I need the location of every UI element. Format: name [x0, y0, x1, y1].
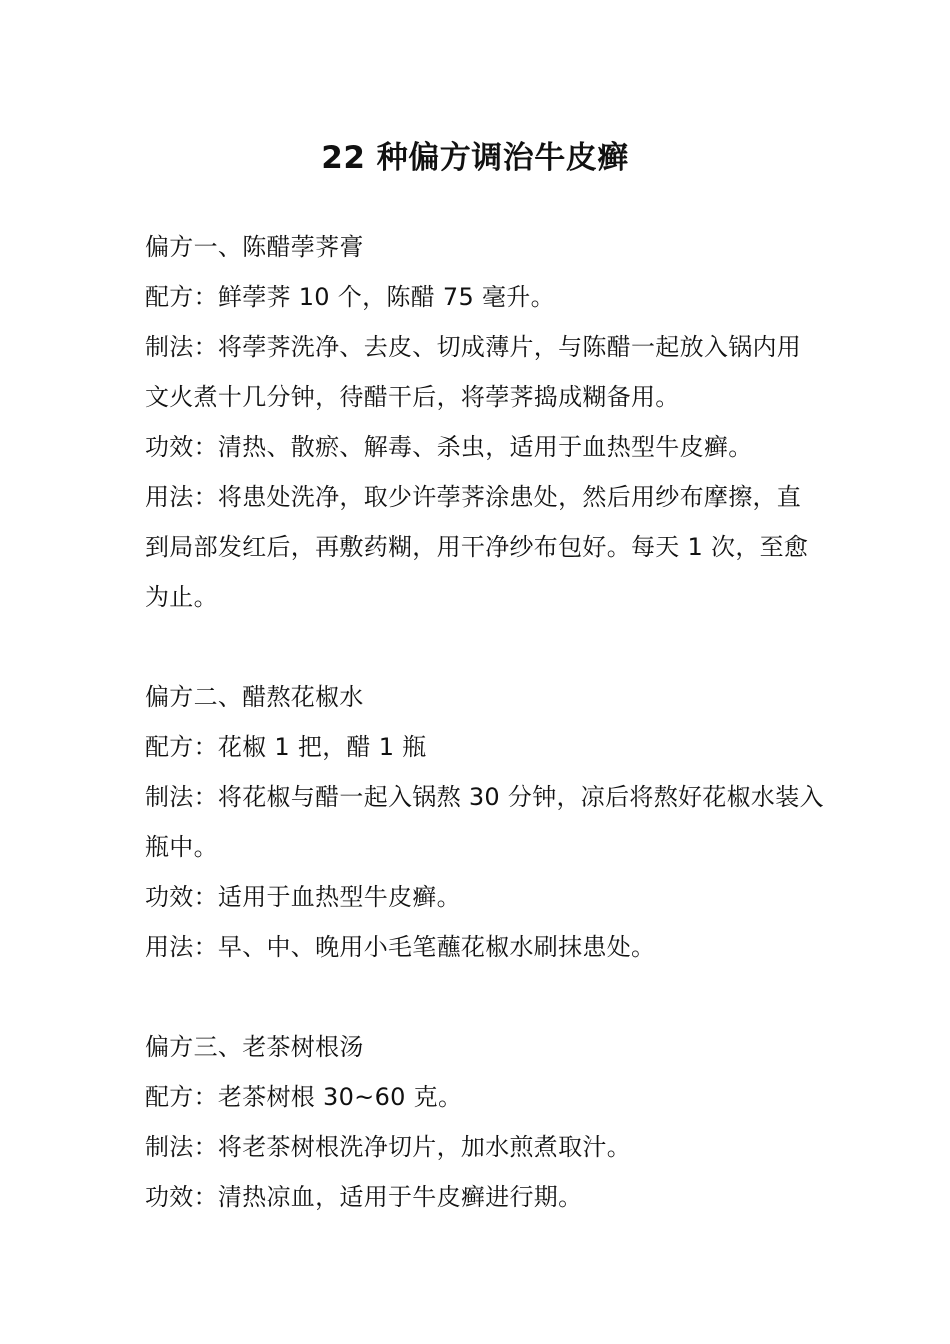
remedy-section-1 [145, 222, 825, 622]
remedy-section-2 [145, 672, 825, 972]
remedy-effect: 功效：清热凉血，适用于牛皮癣进行期。 [145, 1183, 583, 1211]
remedy-preparation: 制法：将老茶树根洗净切片，加水煎煮取汁。 [145, 1133, 631, 1161]
remedy-formula: 配方：鲜荸荠 10 个，陈醋 75 毫升。 [145, 283, 555, 311]
remedy-heading: 偏方二、醋熬花椒水 [145, 683, 364, 711]
remedy-heading: 偏方三、老茶树根汤 [145, 1033, 364, 1061]
remedy-preparation: 制法：将荸荠洗净、去皮、切成薄片，与陈醋一起放入锅内用文火煮十几分钟，待醋干后，将荸荠捣成糊备用。 [145, 333, 802, 411]
remedy-effect: 功效：清热、散瘀、解毒、杀虫，适用于血热型牛皮癣。 [145, 433, 753, 461]
remedy-heading: 偏方一、陈醋荸荠膏 [145, 233, 364, 261]
remedy-preparation: 制法：将花椒与醋一起入锅熬 30 分钟，凉后将熬好花椒水装入瓶中。 [145, 783, 824, 861]
document-body [145, 222, 825, 1222]
remedy-usage: 用法：早、中、晚用小毛笔蘸花椒水刷抹患处。 [145, 933, 656, 961]
remedy-effect: 功效：适用于血热型牛皮癣。 [145, 883, 461, 911]
remedy-formula: 配方：老茶树根 30~60 克。 [145, 1083, 463, 1111]
remedy-section-3 [145, 1022, 825, 1222]
document-title: 22 种偏方调治牛皮癣 [321, 140, 629, 176]
remedy-formula: 配方：花椒 1 把，醋 1 瓶 [145, 733, 427, 761]
remedy-usage: 用法：将患处洗净，取少许荸荠涂患处，然后用纱布摩擦，直到局部发红后，再敷药糊，用干净纱布包好。每天 1 次，至愈为止。 [145, 483, 809, 611]
